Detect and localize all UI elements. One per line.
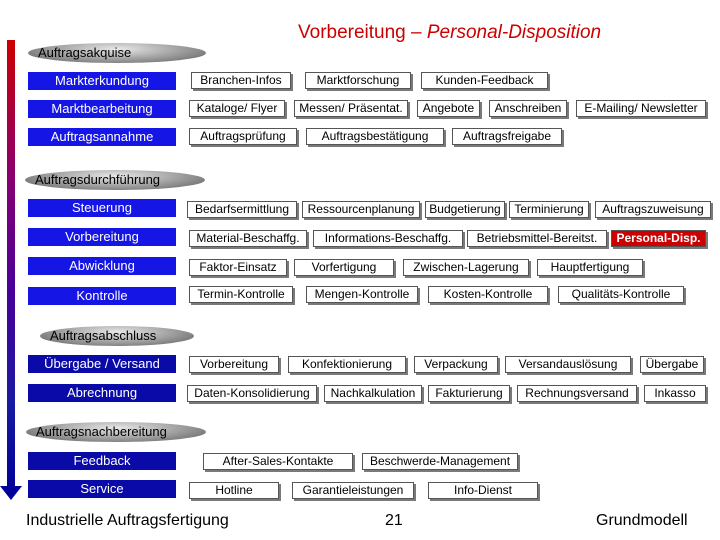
item-e-mailing-newsletter: E-Mailing/ Newsletter — [576, 100, 706, 117]
item-messen-praesentat: Messen/ Präsentat. — [294, 100, 408, 117]
row-label-marktbearbeitung: Marktbearbeitung — [28, 100, 176, 118]
item-terminierung: Terminierung — [509, 201, 589, 218]
item-kosten-kontrolle: Kosten-Kontrolle — [428, 286, 548, 303]
item-betriebsmittel-bereitst: Betriebsmittel-Bereitst. — [467, 230, 607, 247]
title-italic: Personal-Disposition — [426, 22, 602, 43]
row-label-uebergabe-versand: Übergabe / Versand — [28, 355, 176, 373]
phase-auftragsdurchfuehrung: Auftragsdurchführung — [25, 170, 205, 190]
item-auftragsbestaetigung: Auftragsbestätigung — [306, 128, 444, 145]
process-flow-arrow — [7, 40, 15, 492]
item-info-dienst: Info-Dienst — [428, 482, 538, 499]
item-termin-kontrolle: Termin-Kontrolle — [189, 286, 293, 303]
footer-title: Industrielle Auftragsfertigung — [26, 512, 229, 529]
item-kataloge-flyer: Kataloge/ Flyer — [189, 100, 285, 117]
item-versandausloesung: Versandauslösung — [505, 356, 631, 373]
item-personal-disp-highlighted: Personal-Disp. — [611, 230, 706, 247]
row-label-kontrolle: Kontrolle — [28, 287, 176, 305]
item-after-sales-kontakte: After-Sales-Kontakte — [203, 453, 353, 470]
item-branchen-infos: Branchen-Infos — [191, 72, 291, 89]
item-fakturierung: Fakturierung — [428, 385, 510, 402]
row-label-auftragsannahme: Auftragsannahme — [28, 128, 176, 146]
item-auftragspruefung: Auftragsprüfung — [189, 128, 297, 145]
item-garantieleistungen: Garantieleistungen — [292, 482, 414, 499]
slide-title — [298, 22, 601, 44]
item-kunden-feedback: Kunden-Feedback — [421, 72, 548, 89]
row-label-service: Service — [28, 480, 176, 498]
item-zwischen-lagerung: Zwischen-Lagerung — [403, 259, 529, 276]
item-auftragsfreigabe: Auftragsfreigabe — [452, 128, 562, 145]
title-main: Vorbereitung – — [298, 22, 427, 43]
item-marktforschung: Marktforschung — [305, 72, 411, 89]
item-anschreiben: Anschreiben — [489, 100, 567, 117]
item-angebote: Angebote — [417, 100, 480, 117]
row-label-feedback: Feedback — [28, 452, 176, 470]
item-beschwerde-management: Beschwerde-Management — [362, 453, 518, 470]
item-uebergabe: Übergabe — [640, 356, 704, 373]
item-inkasso: Inkasso — [644, 385, 706, 402]
item-faktor-einsatz: Faktor-Einsatz — [189, 259, 287, 276]
item-hauptfertigung: Hauptfertigung — [537, 259, 643, 276]
item-vorbereitung-abschluss: Vorbereitung — [189, 356, 279, 373]
item-material-beschaffg: Material-Beschaffg. — [189, 230, 307, 247]
item-vorfertigung: Vorfertigung — [294, 259, 394, 276]
item-konfektionierung: Konfektionierung — [288, 356, 406, 373]
row-label-steuerung: Steuerung — [28, 199, 176, 217]
row-label-abwicklung: Abwicklung — [28, 257, 176, 275]
item-informations-beschaffg: Informations-Beschaffg. — [313, 230, 463, 247]
row-label-markterkundung: Markterkundung — [28, 72, 176, 90]
item-budgetierung: Budgetierung — [425, 201, 505, 218]
phase-auftragsnachbereitung: Auftragsnachbereitung — [26, 422, 206, 442]
item-ressourcenplanung: Ressourcenplanung — [302, 201, 420, 218]
item-bedarfsermittlung: Bedarfsermittlung — [187, 201, 297, 218]
item-hotline: Hotline — [189, 482, 279, 499]
item-verpackung: Verpackung — [414, 356, 498, 373]
row-label-vorbereitung: Vorbereitung — [28, 228, 176, 246]
item-auftragszuweisung: Auftragszuweisung — [595, 201, 711, 218]
footer-section: Grundmodell — [596, 512, 688, 529]
phase-auftragsabschluss: Auftragsabschluss — [40, 326, 194, 346]
item-mengen-kontrolle: Mengen-Kontrolle — [306, 286, 418, 303]
phase-auftragsakquise: Auftragsakquise — [28, 43, 206, 63]
row-label-abrechnung: Abrechnung — [28, 384, 176, 402]
item-daten-konsolidierung: Daten-Konsolidierung — [187, 385, 317, 402]
item-qualitaets-kontrolle: Qualitäts-Kontrolle — [558, 286, 684, 303]
arrow-head-icon — [0, 486, 22, 500]
item-nachkalkulation: Nachkalkulation — [324, 385, 422, 402]
footer-page-number: 21 — [385, 512, 403, 529]
item-rechnungsversand: Rechnungsversand — [517, 385, 637, 402]
